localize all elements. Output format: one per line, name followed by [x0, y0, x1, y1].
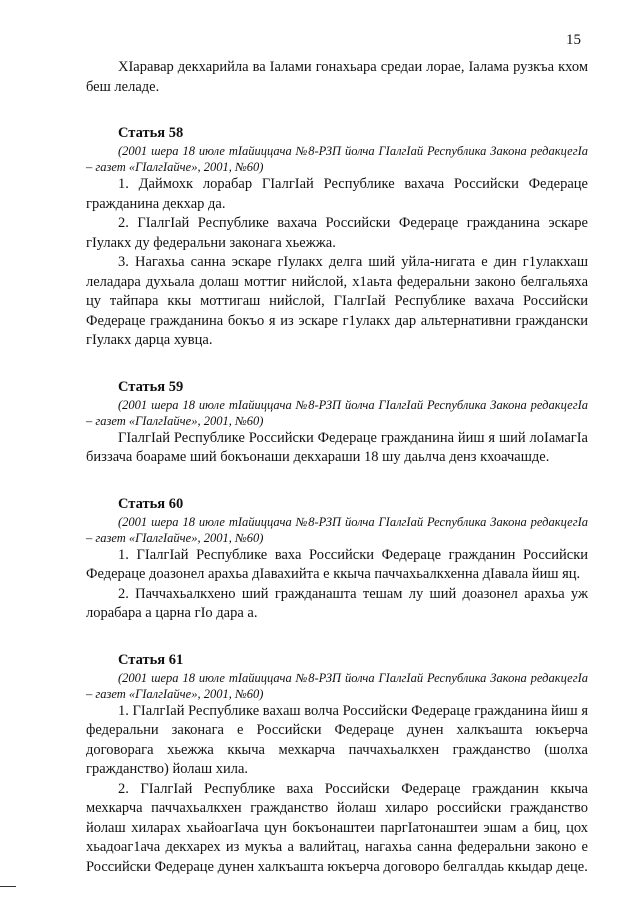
article-61 — [86, 651, 588, 878]
article-paragraph: 2. ГIалгIай Республике вахача Российски Федераце гражданина эскаре гIулакх ду федеральни законага хьежжа. — [86, 215, 588, 251]
article-60 — [86, 495, 588, 624]
article-title: Статья 59 — [118, 378, 184, 395]
article-paragraph: 3. Нагахьа санна эскаре гIулакх делга ший уйла-нигата е дин г1улакхаш лeладара духьала долаш моттиг нийслой, х1аьта федеральни законо белгальяха цу тайпара ккы моттигаш нийслой, ГIалгIай Республике вахача Российски Федераце гражданина бокъо я из эскаре г1улакх дар альтернативни граждански гIулакх дарца хувца. — [86, 254, 588, 348]
scan-edge-mark — [0, 886, 16, 887]
article-paragraph: 1. Даймохк лорабар ГIалгIай Республике вахача Российски Федераце гражданина декхар да. — [86, 176, 588, 212]
article-58 — [86, 124, 588, 351]
article-paragraph: 2. Паччахьалкхено ший гражданашта тешам лу ший доазонел арахьа уж лорабара а царна гIо дара а. — [86, 585, 588, 621]
article-reference: (2001 шера 18 июле тIайиццача №8-РЗП йолча ГIалгIай Республика Закона редакцегIа – газет «ГIалгIайче», 2001, №60) — [86, 144, 588, 174]
page-number: 15 — [566, 32, 581, 48]
article-paragraph: 1. ГIалгIай Республике вахаш волча Российски Федераце гражданина йиш я федеральни законага е Российски Федераце дунен халкъашта юкъерча договорага хьежжа ккыча мехкарча паччахьалкхен гражданство (шолха гражданство) йолаш хила. — [86, 702, 588, 777]
article-reference: (2001 шера 18 июле тIайиццача №8-РЗП йолча ГIалгIай Республика Закона редакцегIа – газет «ГIалгIайче», 2001, №60) — [86, 397, 588, 428]
article-paragraph: ГIалгIай Республике Российски Федераце гражданина йиш я ший лоIамагIа биззача боараме ший бокъонаши декхараши 18 шу даьлча денз кхоачашде. — [86, 429, 588, 465]
article-59 — [86, 378, 588, 468]
article-title: Статья 61 — [118, 651, 184, 668]
article-title: Статья 60 — [118, 495, 184, 512]
article-paragraph: 1. ГIалгIай Республике ваха Российски Федераце гражданин Российски Федераце доазонел арахьа дIавахийта е ккыча паччахьалкхенна дIавала йиш яц. — [86, 546, 588, 582]
article-paragraph: 2. ГIалгIай Республике ваха Российски Федераце гражданин ккыча мехкарча паччахьалкхен гражданство йолаш хиларо российски гражданство йолаш хиларах хьайоагIача цун бокъонаштеи паргIатонаштеи эшам а биц, цох хьадоаг1ача декхарех из мукъа а валийтац, нагахьа санна федеральни законо е Российски Федераце дунен халкъашта юкъерча договоро белгалдаь ккыдар деце. — [86, 780, 588, 875]
intro-paragraph: ХIаравар декхарийла ва Iалами гонахьара средаи лорае, Iалама рузкъа кхом беш леладе. — [86, 59, 588, 95]
article-title: Статья 58 — [118, 125, 184, 141]
document-body — [86, 58, 588, 877]
article-reference: (2001 шера 18 июле тIайиццача №8-РЗП йолча ГIалгIай Республика Закона редакцегIа – газет «ГIалгIайче», 2001, №60) — [86, 514, 588, 545]
article-reference: (2001 шера 18 июле тIайиццача №8-РЗП йолча ГIалгIай Республика Закона редакцегIа – газет «ГIалгIайче», 2001, №60) — [86, 670, 588, 701]
